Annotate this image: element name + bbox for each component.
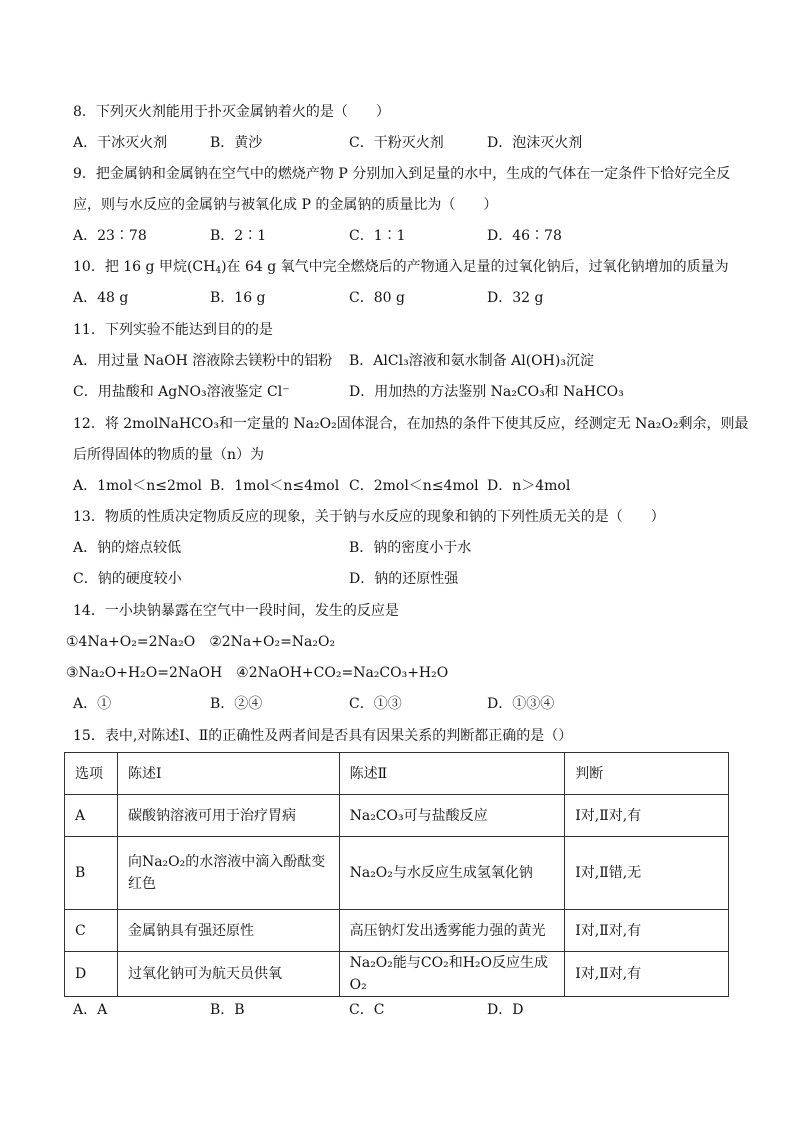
table-cell: 金属钠具有强还原性 [117, 910, 339, 952]
q12-option-d: D．n＞4mol [487, 478, 571, 494]
q13-option-a: A．钠的熔点较低 [73, 540, 182, 556]
q10-option-c: C．80 g [349, 290, 405, 306]
q13-stem: 13．物质的性质决定物质反应的现象，关于钠与水反应的现象和钠的下列性质无关的是（ ） [73, 509, 665, 525]
q14-option-a: A．① [73, 696, 112, 712]
q14-reactions-line1: ①4Na+O₂=2Na₂O ②2Na+O₂=Na₂O₂ [66, 634, 336, 650]
table-cell: 碳酸钠溶液可用于治疗胃病 [117, 795, 339, 837]
q10-stem [73, 257, 729, 277]
q15-table [64, 752, 729, 997]
table-cell: C [65, 910, 118, 952]
table-cell: 向Na₂O₂的水溶液中滴入酚酞变红色 [117, 837, 339, 910]
table-cell: Na₂O₂与水反应生成氢氧化钠 [339, 837, 565, 910]
table-cell: Ⅰ对,Ⅱ错,无 [565, 837, 729, 910]
q12-stem-line2: 后所得固体的物质的量（n）为 [73, 447, 265, 463]
q14-option-c: C．①③ [349, 696, 402, 712]
q8-option-b: B．黄沙 [210, 135, 263, 151]
q11-option-b: B．AlCl₃溶液和氨水制备 Al(OH)₃沉淀 [349, 353, 594, 369]
q13-option-d: D．钠的还原性强 [349, 571, 459, 587]
table-header-row [65, 753, 729, 795]
table-cell: Ⅰ对,Ⅱ对,有 [565, 795, 729, 837]
q15-option-c: C．C [349, 1002, 385, 1018]
table-row [65, 837, 729, 910]
table-cell: A [65, 795, 118, 837]
table-cell: Na₂O₂能与CO₂和H₂O反应生成O₂ [339, 952, 565, 997]
q10-stem-sub: 4 [215, 266, 222, 276]
table-header-cell: 选项 [65, 753, 118, 795]
q13-option-b: B．钠的密度小于水 [349, 540, 472, 556]
q10-stem-pre: 10．把 16 g 甲烷(CH [73, 259, 216, 275]
table-cell: Ⅰ对,Ⅱ对,有 [565, 952, 729, 997]
q15-stem: 15．表中,对陈述Ⅰ、Ⅱ的正确性及两者间是否具有因果关系的判断都正确的是（） [73, 728, 573, 744]
q10-option-d: D．32 g [487, 290, 544, 306]
q8-option-a: A．干冰灭火剂 [73, 135, 168, 151]
q11-option-c: C．用盐酸和 AgNO₃溶液鉴定 Cl⁻ [73, 384, 290, 400]
q8-stem: 8．下列灭火剂能用于扑灭金属钠着火的是（ ） [73, 104, 390, 120]
q9-option-d: D．46∶78 [487, 228, 562, 244]
q14-reactions-line2: ③Na₂O+H₂O=2NaOH ④2NaOH+CO₂=Na₂CO₃+H₂O [66, 665, 449, 681]
table-cell: 过氧化钠可为航天员供氧 [117, 952, 339, 997]
table-cell: Na₂CO₃可与盐酸反应 [339, 795, 565, 837]
q15-option-b: B．B [210, 1002, 245, 1018]
q9-stem-line2: 应，则与水反应的金属钠与被氧化成 P 的金属钠的质量比为（ ） [73, 197, 498, 213]
table-header-cell: 陈述Ⅱ [339, 753, 565, 795]
table-cell: Ⅰ对,Ⅱ对,有 [565, 910, 729, 952]
q11-option-d: D．用加热的方法鉴别 Na₂CO₃和 NaHCO₃ [349, 384, 624, 400]
q8-option-d: D．泡沫灭火剂 [487, 135, 583, 151]
table-cell: D [65, 952, 118, 997]
table-row [65, 910, 729, 952]
q9-stem-line1: 9．把金属钠和金属钠在空气中的燃烧产物 P 分别加入到足量的水中，生成的气体在一定条件下恰好完全反 [73, 166, 731, 182]
q13-option-c: C．钠的硬度较小 [73, 571, 182, 587]
q15-option-a: A．A [73, 1002, 108, 1018]
q9-option-c: C．1∶1 [349, 228, 406, 244]
table-header-cell: 判断 [565, 753, 729, 795]
q14-option-b: B．②④ [210, 696, 263, 712]
q12-stem-line1: 12．将 2molNaHCO₃和一定量的 Na₂O₂固体混合，在加热的条件下使其反应，经测定无 Na₂O₂剩余，则最 [73, 416, 749, 432]
q10-option-b: B．16 g [210, 290, 266, 306]
q10-option-a: A．48 g [73, 290, 129, 306]
q12-option-b: B．1mol＜n≤4mol [210, 478, 340, 494]
q12-option-a: A．1mol＜n≤2mol [73, 478, 203, 494]
q10-stem-post: )在 64 g 氧气中完全燃烧后的产物通入足量的过氧化钠后，过氧化钠增加的质量为 [221, 259, 729, 275]
table-row [65, 952, 729, 997]
table-cell: B [65, 837, 118, 910]
table-header-cell: 陈述Ⅰ [117, 753, 339, 795]
q9-option-b: B．2∶1 [210, 228, 267, 244]
q15-option-d: D．D [487, 1002, 524, 1018]
q11-stem: 11．下列实验不能达到目的的是 [73, 322, 273, 338]
q14-option-d: D．①③④ [487, 696, 555, 712]
q8-option-c: C．干粉灭火剂 [349, 135, 444, 151]
q11-option-a: A．用过量 NaOH 溶液除去镁粉中的铝粉 [73, 353, 333, 369]
q12-option-c: C．2mol＜n≤4mol [349, 478, 479, 494]
q9-option-a: A．23∶78 [73, 228, 147, 244]
table-row [65, 795, 729, 837]
q14-stem: 14．一小块钠暴露在空气中一段时间，发生的反应是 [73, 603, 399, 619]
table-cell: 高压钠灯发出透雾能力强的黄光 [339, 910, 565, 952]
